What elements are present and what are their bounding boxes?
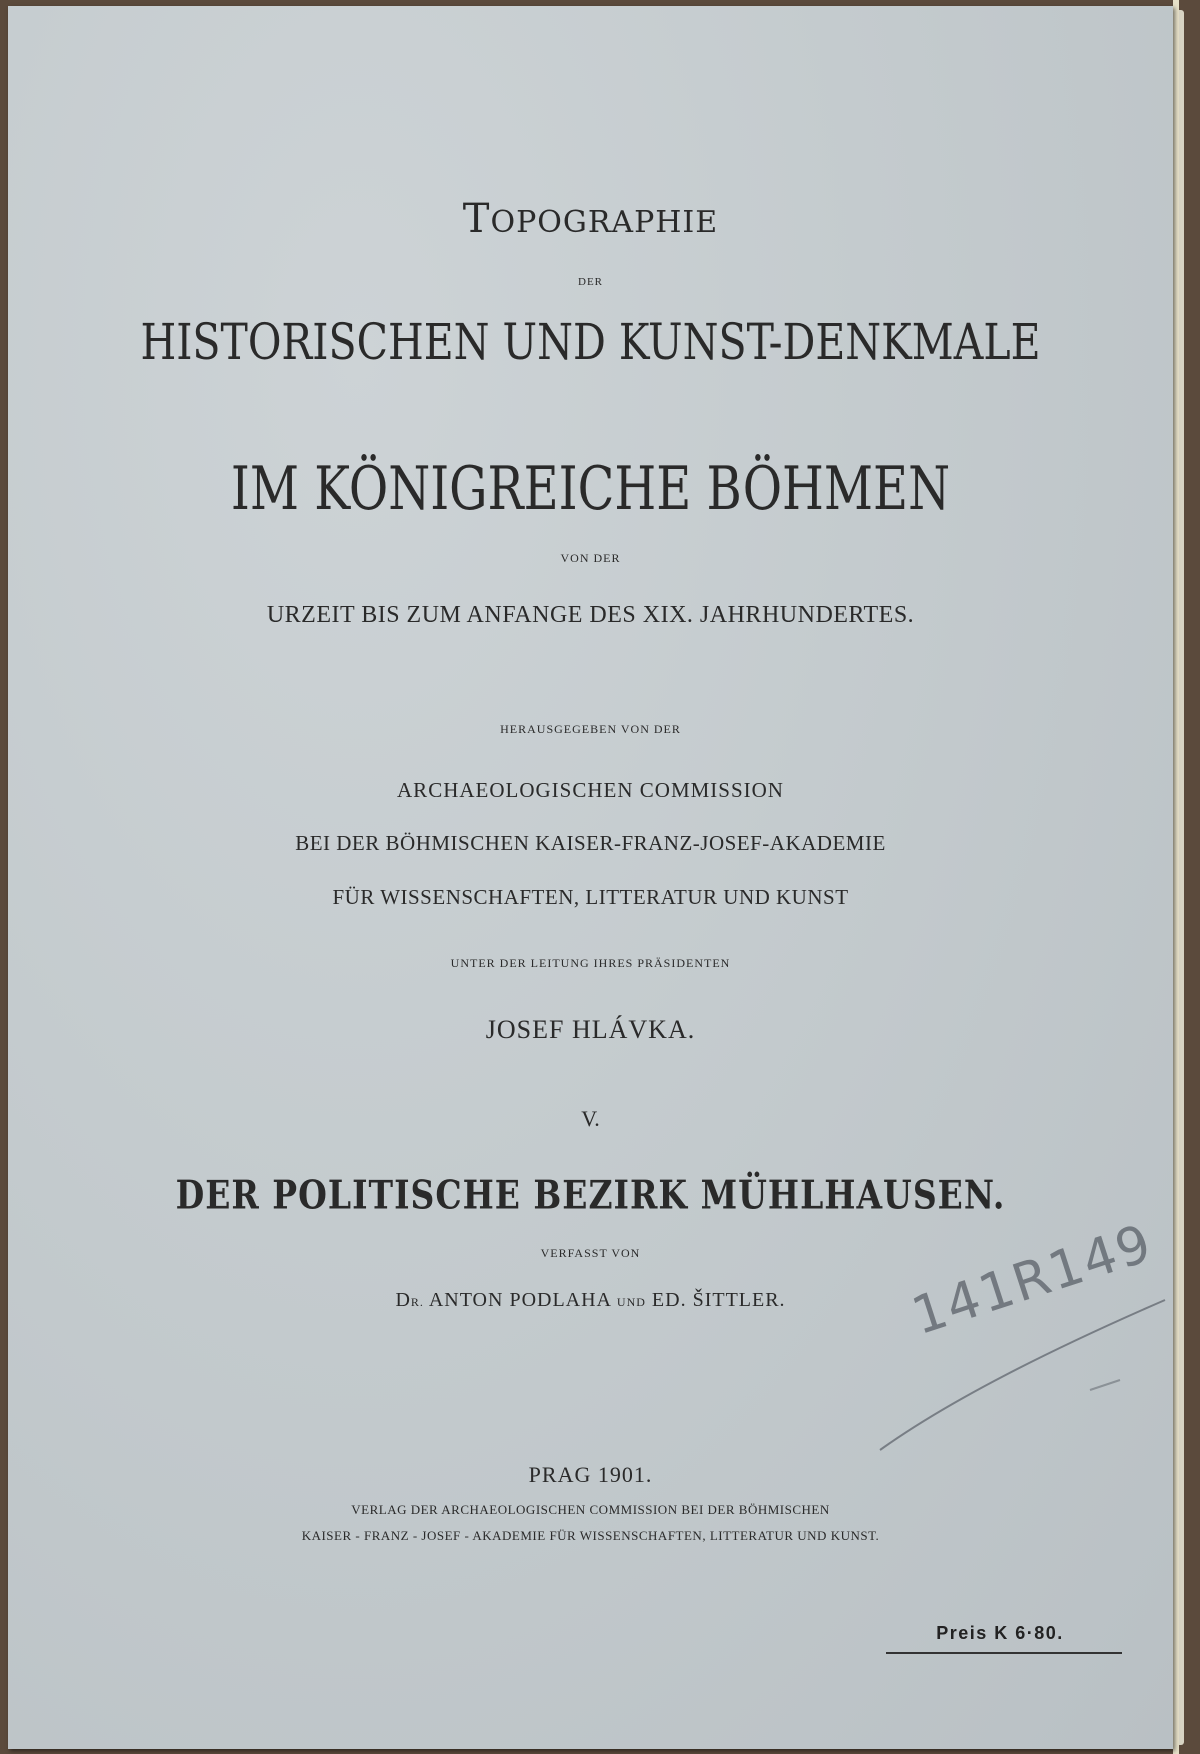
- herausgegeben-label: HERAUSGEGEBEN VON DER: [500, 722, 681, 736]
- wissenschaften-line: FÜR WISSENSCHAFTEN, LITTERATUR UND KUNST: [332, 885, 849, 909]
- author-two: ED. ŠITTLER.: [651, 1289, 786, 1311]
- title-der: DER: [578, 276, 603, 288]
- title-rest: OPOGRAPHIE: [490, 205, 719, 240]
- volume-title: DER POLITISCHE BEZIRK MÜHLHAUSEN.: [175, 1171, 1006, 1218]
- page-edge: [1173, 0, 1179, 1754]
- title-topographie: [8, 196, 1173, 242]
- title-initial: T: [462, 196, 491, 242]
- book-cover: [8, 6, 1173, 1749]
- imprint-verlag-line2: KAISER - FRANZ - JOSEF - AKADEMIE FÜR WISSENSCHAFTEN, LITTERATUR UND KUNST.: [301, 1528, 880, 1543]
- imprint-verlag-line1: VERLAG DER ARCHAEOLOGISCHEN COMMISSION BEI DER BÖHMISCHEN: [351, 1502, 830, 1517]
- author-one: ANTON PODLAHA: [428, 1289, 611, 1311]
- imprint-place-year: PRAG 1901.: [528, 1462, 653, 1487]
- title-urzeit: URZEIT BIS ZUM ANFANGE DES XIX. JAHRHUNDERTES.: [266, 602, 915, 628]
- price-label: Preis K 6·80.: [936, 1623, 1064, 1643]
- title-von-der: VON DER: [560, 551, 621, 565]
- author-prefix-d: D: [395, 1289, 411, 1311]
- commission-name: ARCHAEOLOGISCHEN COMMISSION: [397, 778, 784, 802]
- volume-number: V.: [581, 1106, 600, 1131]
- akademie-name: BEI DER BÖHMISCHEN KAISER-FRANZ-JOSEF-AKADEMIE: [295, 831, 886, 855]
- price-underline: [886, 1652, 1122, 1654]
- title-historischen: HISTORISCHEN UND KUNST-DENKMALE: [140, 313, 1041, 371]
- author-conjunction: UND: [616, 1295, 646, 1309]
- president-name: JOSEF HLÁVKA.: [485, 1015, 696, 1044]
- pencil-shelfmark: 141R149: [905, 1213, 1161, 1348]
- verfasst-label: VERFASST VON: [540, 1246, 641, 1260]
- author-prefix-r: R.: [410, 1295, 424, 1309]
- title-koenigreiche: IM KÖNIGREICHE BÖHMEN: [230, 454, 951, 524]
- leitung-label: UNTER DER LEITUNG IHRES PRÄSIDENTEN: [450, 956, 731, 970]
